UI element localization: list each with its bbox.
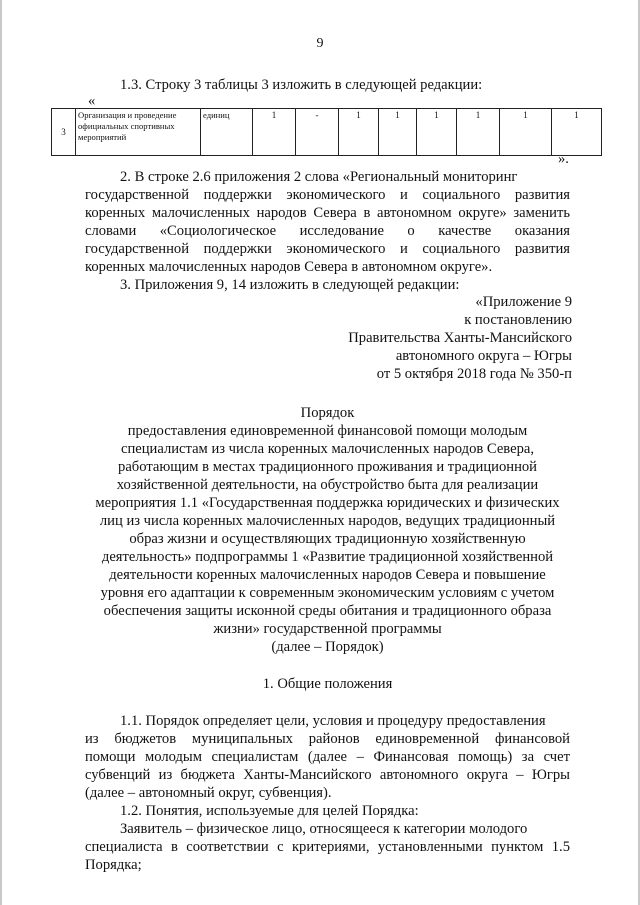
open-quote: « [88, 93, 96, 109]
item-2-line: государственной поддержки экономического и социального развития [85, 187, 570, 203]
item-3: 3. Приложения 9, 14 изложить в следующей редакции: [120, 277, 460, 293]
title-line: лиц из числа коренных малочисленных народов, ведущих традиционный [99, 513, 556, 529]
value-cell: 1 [379, 109, 417, 156]
applicant-line: Порядка; [85, 857, 142, 873]
scan-left-edge [0, 0, 2, 905]
page-number: 9 [316, 36, 324, 51]
para-1-1-line: из бюджетов муниципальных районов единовременной финансовой [85, 731, 570, 747]
document-title: Порядок [300, 405, 355, 421]
value-cell: 1 [339, 109, 379, 156]
title-line: деятельности коренных малочисленных народов Севера и повышение [109, 567, 546, 583]
appendix-line: автономного округа – Югры [395, 348, 572, 364]
item-2-line: словами «Социологическое исследование о качестве оказания [85, 223, 570, 239]
item-2-line: коренных малочисленных народов Севера в автономном округе» заменить [85, 205, 570, 221]
row-number: 3 [52, 109, 76, 156]
value-cell: 1 [552, 109, 602, 156]
table-row [52, 109, 602, 156]
title-line: жизни» государственной программы [213, 621, 442, 637]
value-cell: 1 [457, 109, 500, 156]
event-name: Организация и проведение официальных спортивных мероприятий [76, 109, 201, 156]
close-quote: ». [558, 151, 569, 167]
title-line: работающим в местах традиционного проживания и традиционной [118, 459, 537, 475]
title-line: предоставления единовременной финансовой помощи молодым [127, 423, 528, 439]
table-3-row [51, 108, 602, 156]
item-1-3: 1.3. Строку 3 таблицы 3 изложить в следующей редакции: [120, 77, 483, 93]
para-1-1-line: 1.1. Порядок определяет цели, условия и процедуру предоставления [120, 713, 546, 729]
para-1-1-line: помощи молодым специалистам (далее – Финансовая помощь) за счет [85, 749, 570, 765]
unit-cell: единиц [201, 109, 253, 156]
value-cell: 1 [417, 109, 457, 156]
appendix-line: Правительства Ханты-Мансийского [348, 330, 572, 346]
title-line: образ жизни и осуществляющих традиционную хозяйственную [129, 531, 526, 547]
applicant-line: специалиста в соответствии с критериями, установленными пунктом 1.5 [85, 839, 570, 855]
item-2-line: 2. В строке 2.6 приложения 2 слова «Региональный мониторинг [120, 169, 518, 185]
title-line: обеспечения защиты исконной среды обитания и традиционного образа [103, 603, 552, 619]
applicant-line: Заявитель – физическое лицо, относящееся к категории молодого [120, 821, 528, 837]
item-2-line: государственной поддержки экономического и социального развития [85, 241, 570, 257]
para-1-2: 1.2. Понятия, используемые для целей Порядка: [120, 803, 419, 819]
section-heading: 1. Общие положения [262, 676, 393, 692]
para-1-1-line: субвенций из бюджета Ханты-Мансийского автономного округа – Югры [85, 767, 570, 783]
value-cell: 1 [253, 109, 296, 156]
value-cell: 1 [500, 109, 552, 156]
title-line: деятельность» подпрограммы 1 «Развитие традиционной хозяйственной [101, 549, 554, 565]
title-line: (далее – Порядок) [271, 639, 384, 655]
title-line: мероприятия 1.1 «Государственная поддержка юридических и физических [95, 495, 560, 511]
appendix-line: к постановлению [464, 312, 572, 328]
para-1-1-line: (далее – автономный округ, субвенция). [85, 785, 332, 801]
title-line: хозяйственной деятельности, на обустройство быта для реализации [116, 477, 539, 493]
title-line: уровня его адаптации к современным экономическим условиям с учетом [100, 585, 555, 601]
appendix-line: от 5 октября 2018 года № 350-п [376, 366, 572, 382]
title-line: специалистам из числа коренных малочисленных народов Севера, [120, 441, 535, 457]
value-cell: - [296, 109, 339, 156]
appendix-line: «Приложение 9 [475, 294, 572, 310]
item-2-line: коренных малочисленных народов Севера в автономном округе». [85, 259, 493, 275]
